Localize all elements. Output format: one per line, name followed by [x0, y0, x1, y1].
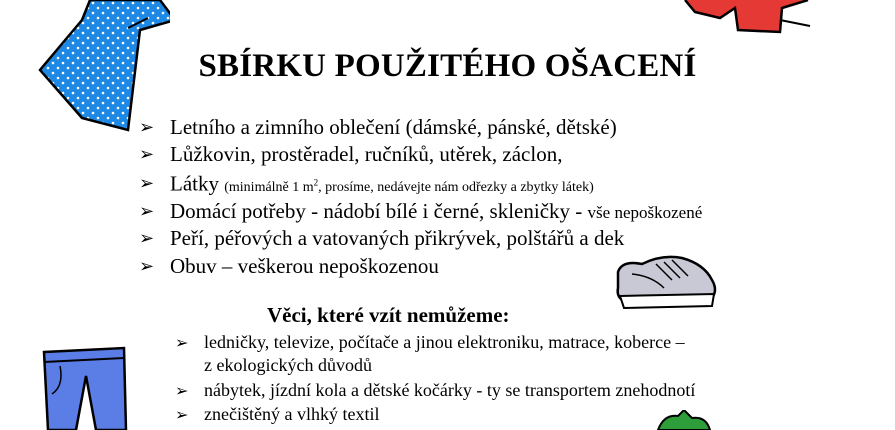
bullet-icon: ➢ — [139, 117, 155, 137]
list-item-continuation: z ekologických důvodů — [204, 355, 372, 375]
list-item — [170, 254, 439, 278]
list-item: nábytek, jízdní kola a dětské kočárky - ty se transportem znehodnotí — [204, 380, 696, 400]
list-item: ledničky, televize, počítače a jinou elektroniku, matrace, koberce – — [204, 332, 685, 352]
page-title: SBÍRKU POUŽITÉHO OŠACENÍ — [198, 48, 697, 84]
bullet-icon: ➢ — [139, 256, 155, 276]
green-garment-icon — [656, 410, 712, 430]
bullet-icon: ➢ — [139, 173, 155, 193]
list-item: znečištěný a vlhký textil — [204, 404, 380, 424]
list-item — [170, 226, 624, 250]
bullet-icon: ➢ — [175, 335, 189, 352]
list-item — [170, 170, 594, 200]
list-item-text: Peří, péřových a vatovaných přikrývek, polštářů a dek — [170, 226, 625, 250]
section-heading: Věci, které vzít nemůžeme: — [267, 303, 510, 327]
sneaker-icon — [612, 250, 720, 312]
shirt-icon — [680, 0, 830, 40]
list-item-text: Domácí potřeby - nádobí bílé i černé, skleničky - — [170, 199, 583, 223]
bullet-icon: ➢ — [175, 383, 189, 400]
list-item-text: Obuv – veškerou nepoškozenou — [170, 254, 439, 278]
bullet-icon: ➢ — [139, 201, 155, 221]
list-item — [170, 142, 562, 166]
list-item-note: vše nepoškozené — [587, 203, 703, 222]
bullet-icon: ➢ — [175, 407, 189, 424]
list-item-text: Lůžkovin, prostěradel, ručníků, utěrek, záclon, — [170, 142, 563, 166]
list-item-note: (minimálně 1 $m^2$, prosíme, nedávejte nám odřezky a zbytky látek) — [224, 177, 594, 195]
list-item-text: Letního a zimního oblečení (dámské, pánské, dětské) — [170, 115, 617, 139]
bullet-icon: ➢ — [139, 228, 155, 248]
list-item-text: Látky — [170, 171, 219, 196]
bullet-icon: ➢ — [139, 144, 155, 164]
list-item — [170, 199, 702, 225]
trousers-icon — [40, 346, 130, 430]
list-item — [170, 115, 617, 139]
